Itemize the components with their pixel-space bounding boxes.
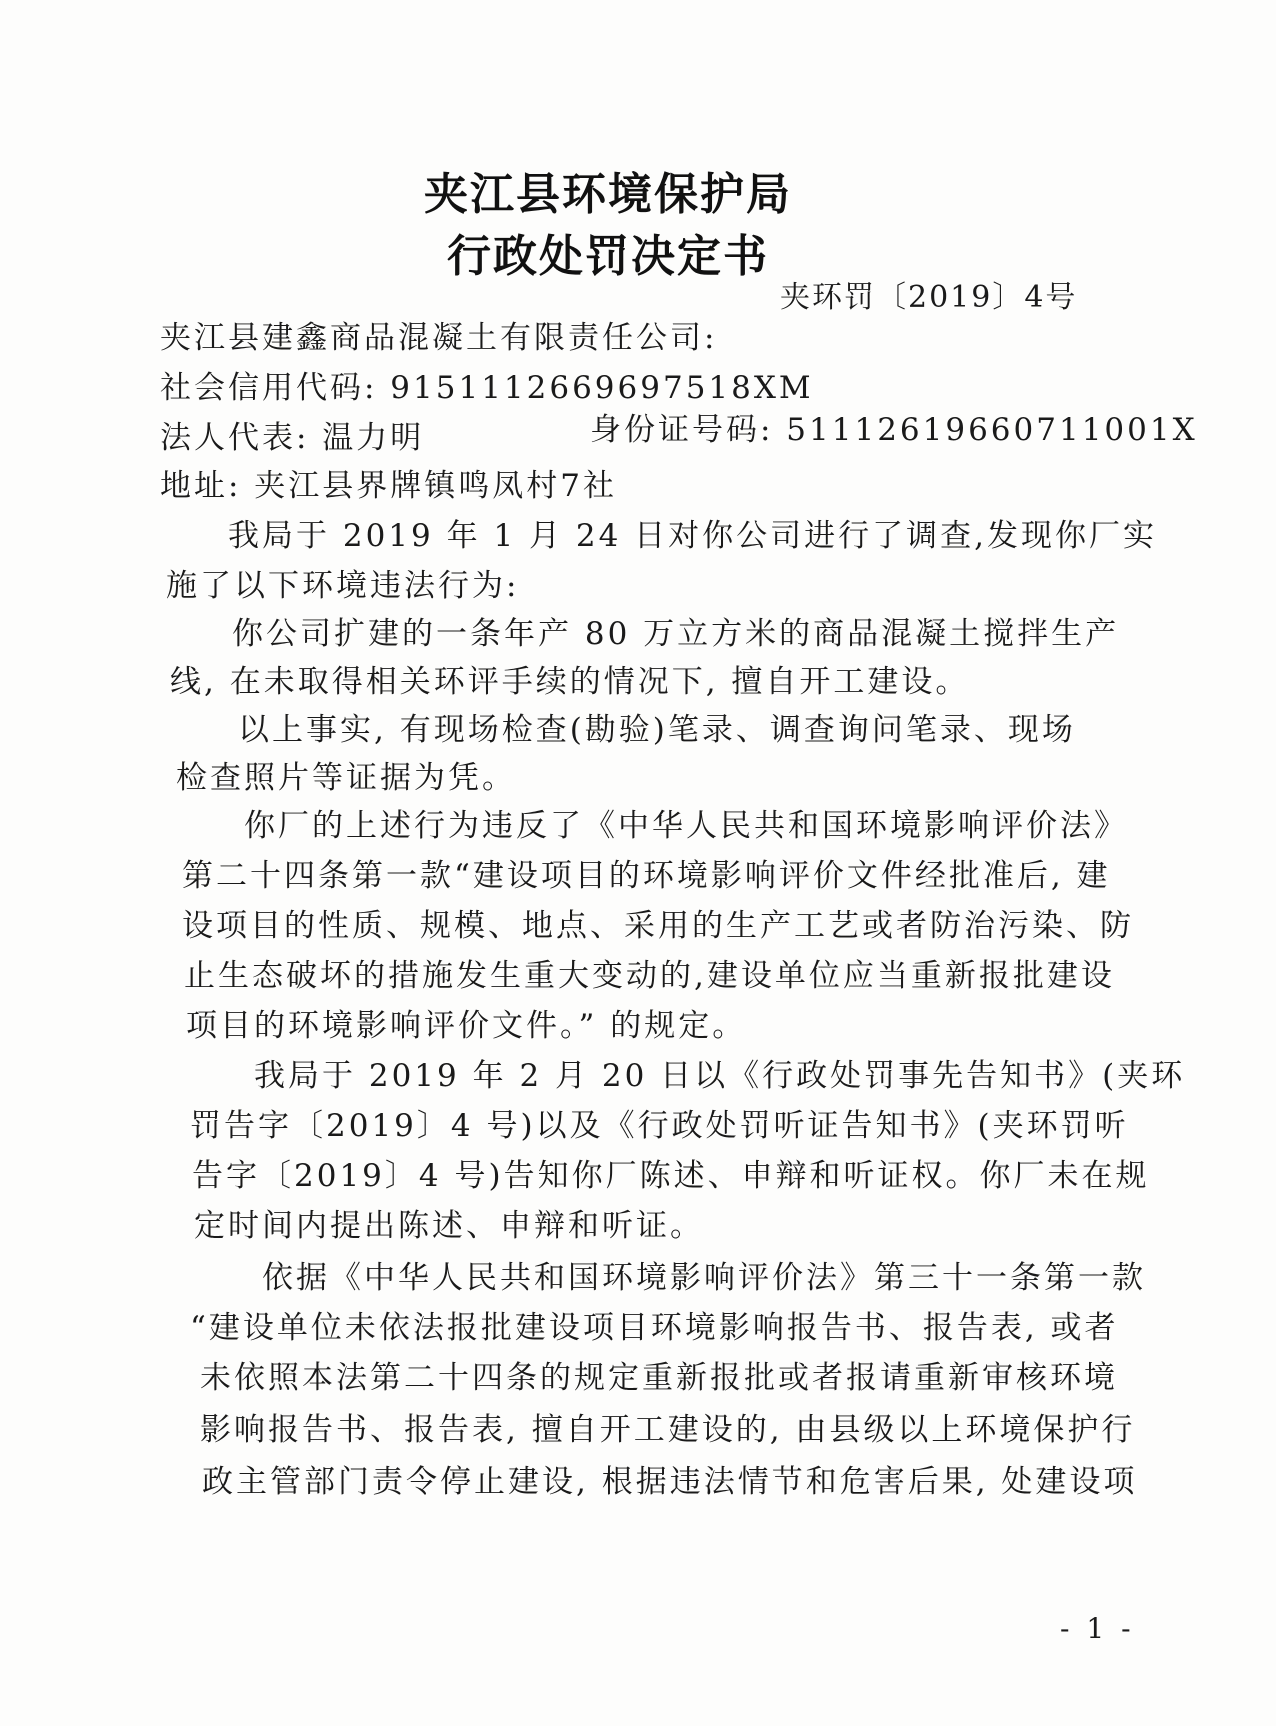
body-line: 政主管部门责令停止建设, 根据违法情节和危害后果, 处建设项 bbox=[202, 1464, 1138, 1500]
body-line: 依据《中华人民共和国环境影响评价法》第三十一条第一款 bbox=[262, 1260, 1146, 1296]
body-line: 定时间内提出陈述、申辩和听证。 bbox=[194, 1208, 704, 1244]
document-number: 夹环罚〔2019〕4号 bbox=[780, 280, 1078, 315]
body-line: “建设单位未依法报批建设项目环境影响报告书、报告表, 或者 bbox=[190, 1310, 1119, 1346]
body-line: 项目的环境影响评价文件。” 的规定。 bbox=[186, 1008, 747, 1044]
body-line: 第二十四条第一款“建设项目的环境影响评价文件经批准后, 建 bbox=[182, 858, 1111, 894]
credit-code: 社会信用代码: 915111266969​7518XM bbox=[160, 370, 814, 406]
body-line: 施了以下环境违法行为: bbox=[166, 568, 520, 604]
body-line: 设项目的性质、规模、地点、采用的生产工艺或者防治污染、防 bbox=[182, 908, 1134, 944]
id-number: 身份证号码: 511126196607110​01X bbox=[590, 412, 1198, 448]
address: 地址: 夹江县界牌镇鸣凤村7社 bbox=[160, 468, 618, 504]
body-line: 止生态破坏的措施发生重大变动的,建设单位应当重新报批建设 bbox=[184, 958, 1115, 994]
body-line: 检查照片等证据为凭。 bbox=[176, 760, 516, 796]
body-line: 罚告字〔2019〕4 号)以及《行政处罚听证告知书》(夹环罚听 bbox=[190, 1108, 1129, 1144]
body-line: 告字〔2019〕4 号)告知你厂陈述、申辩和听证权。你厂未在规 bbox=[192, 1158, 1150, 1194]
body-line: 我局于 2019 年 2 月 20 日以《行政处罚事先告知书》(夹环 bbox=[254, 1058, 1186, 1094]
body-line: 你厂的上述行为违反了《中华人民共和国环境影响评价法》 bbox=[244, 808, 1128, 844]
body-line: 我局于 2019 年 1 月 24 日对你公司进行了调查,发现你厂实 bbox=[228, 518, 1158, 554]
body-line: 影响报告书、报告表, 擅自开工建设的, 由县级以上环境保护行 bbox=[200, 1412, 1136, 1448]
page-number: - 1 - bbox=[1060, 1612, 1135, 1645]
body-line: 以上事实, 有现场检查(勘验)笔录、调查询问笔录、现场 bbox=[238, 712, 1076, 748]
body-line: 你公司扩建的一条年产 80 万立方米的商品混凝土搅拌生产 bbox=[232, 616, 1120, 652]
body-line: 未依照本法第二十四条的规定重新报批或者报请重新审核环境 bbox=[200, 1360, 1118, 1396]
legal-representative: 法人代表: 温力明 bbox=[160, 420, 425, 456]
body-line: 线, 在未取得相关环评手续的情况下, 擅自开工建设。 bbox=[170, 664, 970, 700]
addressee-company: 夹江县建鑫商品混凝土有限责任公司: bbox=[160, 320, 718, 356]
document-title-line2: 行政处罚决定书 bbox=[447, 231, 769, 282]
document-title-line1: 夹江县环境保护局 bbox=[424, 169, 792, 220]
